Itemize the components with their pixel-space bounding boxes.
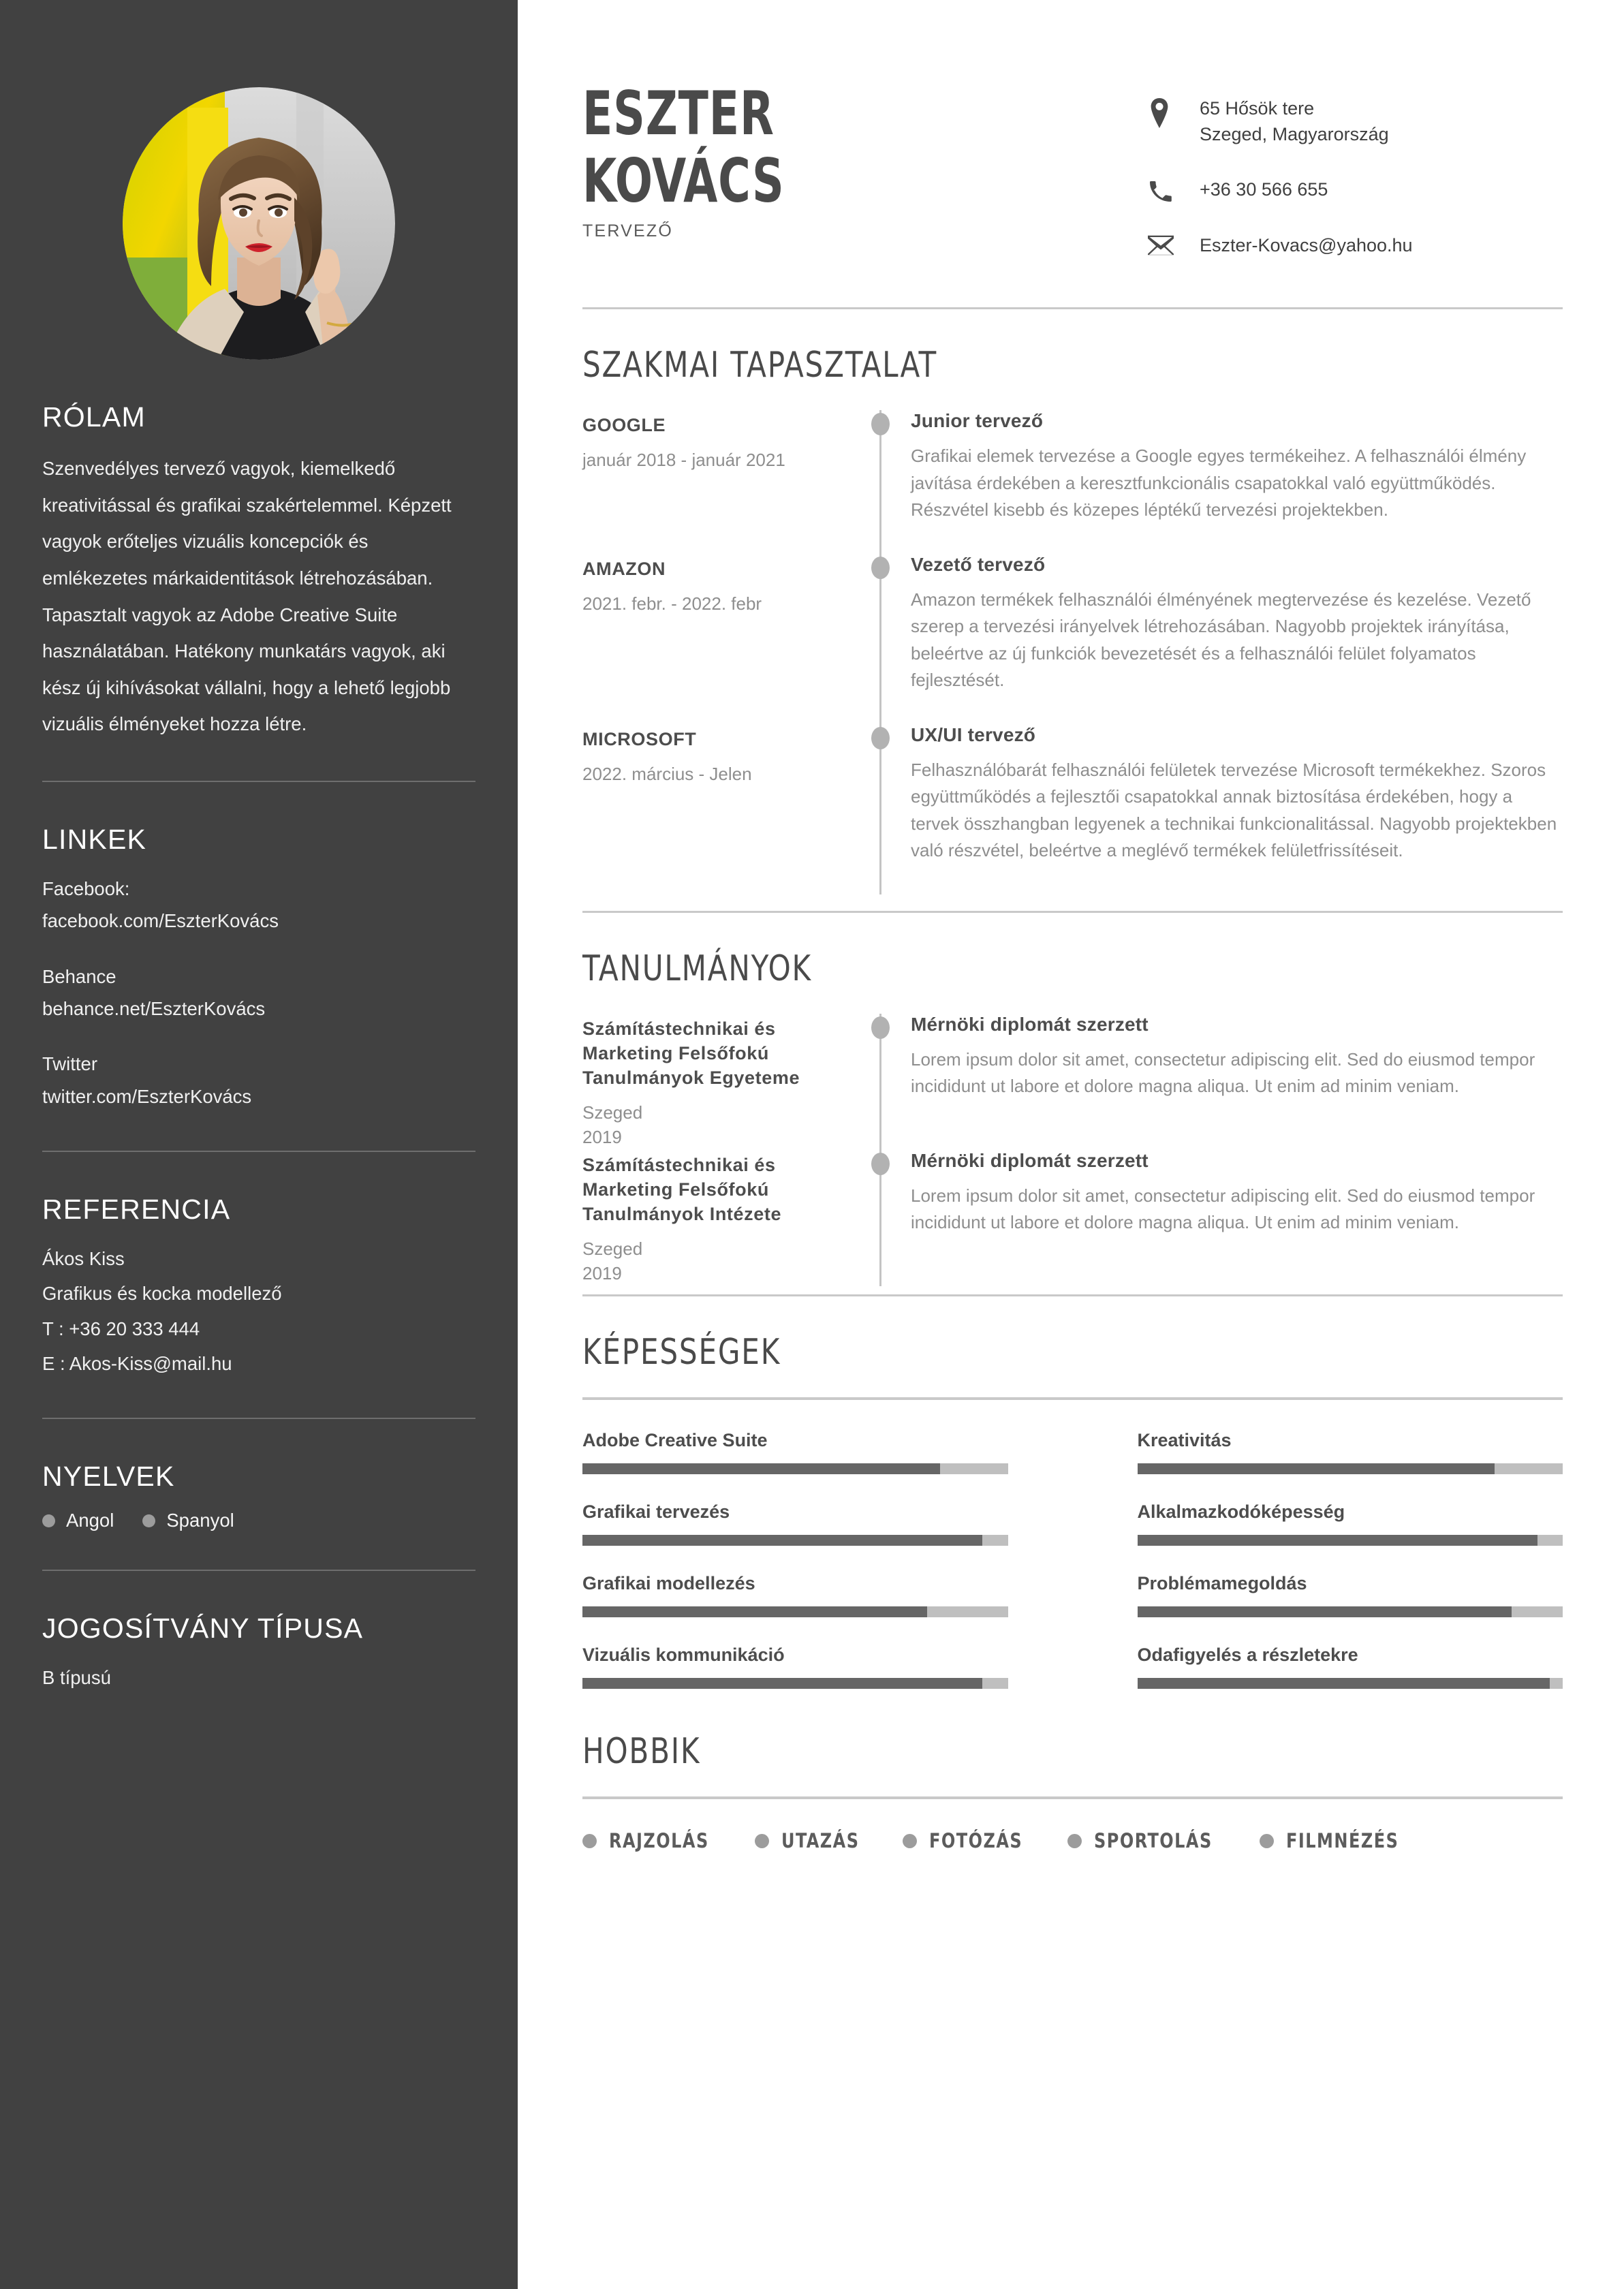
experience-desc: Amazon termékek felhasználói élményének megtervezése és kezelése. Vezető szerep a tervezési irányelvek létrehozásában. Nagyobb projektek irányítása, beleértve az új funkciók bevezetését és a felhasználói felület folyamatos fejlesztését. [911,589,1531,691]
education-city: Szeged [582,1239,643,1260]
experience-org: AMAZON [582,558,666,579]
experience-org: MICROSOFT [582,728,697,749]
hobbies-list [582,1829,1563,1852]
language-label: Spanyol [166,1510,234,1531]
skill-item [1138,1430,1563,1474]
sidebar-section-about [42,402,475,743]
header [582,0,1563,258]
experience-item [582,724,1563,894]
sidebar-section-reference [42,1194,475,1380]
timeline-dot-icon [871,413,890,435]
experience-body [901,410,1563,554]
link-url[interactable]: facebook.com/EszterKovács [42,910,279,932]
section-hobbies [582,1731,1563,1852]
address-text: 65 Hősök tere Szeged, Magyarország [1200,98,1389,145]
experience-meta [582,724,862,894]
contact-address [1148,95,1563,148]
education-degree: Mérnöki diplomát szerzett [911,1149,1149,1171]
bullet-dot-icon [42,1514,55,1527]
education-school: Számítástechnikai és Marketing Felsőfokú Tanulmányok Intézete [582,1154,782,1225]
skill-item [582,1501,1008,1546]
experience-role: UX/UI tervező [911,723,1036,745]
avatar [123,87,395,360]
timeline-rail [862,410,901,554]
skill-label: Grafikai tervezés [582,1501,730,1523]
education-body [901,1014,1563,1150]
section-education [582,948,1563,1287]
bullet-dot-icon [755,1834,769,1848]
reference-name: Ákos Kiss [42,1248,125,1270]
experience-meta [582,410,862,554]
hobby-label: RAJZOLÁS [609,1829,709,1853]
hobby-label: SPORTOLÁS [1094,1829,1213,1853]
about-text: Szenvedélyes tervező vagyok, kiemelkedő kreativitással és grafikai szakértelemmel. Képzett vagyok erőteljes vizuális koncepciók és emlékezetes márkaidentitások létrehozásában. Tapasztalt vagyok az Adobe Creative Suite használatában. Hatékony munkatárs vagyok, aki kész új kihívásokat vállalni, hogy a lehető legjobb vizuális élményeket hozza létre. [42,458,452,735]
license-value: B típusú [42,1667,111,1689]
link-item-facebook[interactable] [42,873,475,937]
reference-title: REFERENCIA [42,1193,231,1225]
skills-title: KÉPESSÉGEK [582,1332,781,1373]
experience-desc: Grafikai elemek tervezése a Google egyes termékeihez. A felhasználói élmény javítása érdekében a keresztfunkcionális csapatokkal való együttműködés. Részvétel kisebb és közepes léptékű tervezési projektekben. [911,445,1527,520]
skills-grid [582,1430,1563,1689]
hobby-label: FILMNÉZÉS [1285,1829,1399,1853]
timeline-rail [862,1014,901,1150]
timeline-rail [862,724,901,894]
skill-fill [1138,1606,1512,1617]
skill-fill [1138,1678,1550,1689]
location-pin-icon [1148,95,1200,128]
sidebar-divider [42,1418,475,1419]
bullet-dot-icon [1260,1834,1274,1848]
hobby-item [755,1829,866,1852]
skill-fill [582,1606,927,1617]
languages-title: NYELVEK [42,1461,175,1493]
skill-item [582,1573,1008,1617]
timeline-dot-icon [871,557,890,579]
experience-divider [582,911,1563,913]
skill-item [582,1430,1008,1474]
language-item [142,1510,234,1531]
education-desc: Lorem ipsum dolor sit amet, consectetur adipiscing elit. Sed do eiusmod tempor incididunt ut labore et dolore magna aliqua. Ut enim ad minim veniam. [911,1048,1535,1097]
reference-email: E : Akos-Kiss@mail.hu [42,1352,232,1374]
name-block [582,80,1114,258]
skill-track [1138,1678,1563,1689]
languages-list [42,1510,475,1531]
bullet-dot-icon [1067,1834,1082,1848]
experience-body [901,724,1563,894]
education-year: 2019 [582,1127,622,1148]
main-content [518,0,1624,2289]
education-meta [582,1150,862,1286]
hobby-label: UTAZÁS [781,1829,859,1853]
link-label: Behance [42,965,116,987]
sidebar [0,0,518,2289]
link-item-behance[interactable] [42,961,475,1025]
links-title: LINKEK [42,824,147,856]
phone-text: +36 30 566 655 [1200,178,1328,200]
experience-title: SZAKMAI TAPASZTALAT [582,344,937,386]
job-title: TERVEZŐ [582,221,674,241]
skill-track [582,1678,1008,1689]
language-label: Angol [66,1510,114,1531]
link-url[interactable]: twitter.com/EszterKovács [42,1085,252,1107]
timeline-rail [862,554,901,724]
skill-track [582,1535,1008,1546]
hobbies-rule [582,1796,1563,1799]
portrait-photo-icon [123,87,395,360]
section-experience [582,345,1563,894]
experience-role: Vezető tervező [911,553,1046,575]
hobby-label: FOTÓZÁS [928,1829,1023,1853]
skill-fill [1138,1463,1495,1474]
education-item [582,1014,1563,1150]
link-label: Twitter [42,1053,97,1075]
skill-item [1138,1573,1563,1617]
experience-org: GOOGLE [582,414,666,435]
reference-job: Grafikus és kocka modellező [42,1283,282,1305]
skill-fill [582,1463,940,1474]
experience-date: 2021. febr. - 2022. febr [582,593,762,614]
skill-track [582,1606,1008,1617]
experience-desc: Felhasználóbarát felhasználói felületek tervezése Microsoft termékekhez. Szoros együttműködés a fejlesztői csapatokkal annak biztosítása érdekében, hogy a tervek összhangban legyenek a technikai funkcionalitással. Nagyobb projektekben való részvétel, beleértve a meglévő termékek felületfrissítéseit. [911,759,1557,861]
education-degree: Mérnöki diplomát szerzett [911,1013,1149,1035]
education-body [901,1150,1563,1286]
timeline-dot-icon [871,1153,890,1175]
skills-rule [582,1397,1563,1400]
timeline-line [879,554,881,724]
education-item [582,1150,1563,1286]
language-item [42,1510,114,1531]
link-label: Facebook: [42,878,130,900]
bullet-dot-icon [582,1834,597,1848]
skill-track [582,1463,1008,1474]
phone-icon [1148,176,1200,204]
education-meta [582,1014,862,1150]
skill-label: Problémamegoldás [1137,1573,1307,1594]
license-title: JOGOSÍTVÁNY TÍPUSA [42,1613,364,1645]
skill-label: Alkalmazkodóképesség [1137,1501,1345,1523]
hobbies-title: HOBBIK [582,1731,701,1773]
avatar-wrap [42,0,475,360]
skill-fill [582,1678,982,1689]
section-skills [582,1332,1563,1689]
bullet-dot-icon [142,1514,155,1527]
experience-item [582,410,1563,554]
reference-phone: T : +36 20 333 444 [42,1318,200,1339]
sidebar-divider [42,781,475,782]
envelope-icon [1148,232,1200,255]
link-item-twitter[interactable] [42,1048,475,1112]
link-url[interactable]: behance.net/EszterKovács [42,998,266,1020]
sidebar-divider [42,1151,475,1152]
timeline-dot-icon [871,1016,890,1039]
skill-track [1138,1463,1563,1474]
hobby-item [903,1829,1031,1852]
experience-role: Junior tervező [911,409,1044,431]
education-divider [582,1294,1563,1296]
skill-item [582,1645,1008,1689]
about-title: RÓLAM [42,401,146,433]
bullet-dot-icon [903,1834,917,1848]
header-divider [582,307,1563,309]
hobby-item [582,1829,718,1852]
sidebar-section-links [42,824,475,1112]
experience-date: január 2018 - január 2021 [582,450,785,471]
skill-fill [1138,1535,1537,1546]
education-school: Számítástechnikai és Marketing Felsőfokú Tanulmányok Egyeteme [582,1018,800,1088]
hobby-item [1260,1829,1409,1852]
timeline-rail [862,1150,901,1286]
contact-block [1114,80,1563,258]
education-title: TANULMÁNYOK [582,948,812,989]
email-text: Eszter-Kovacs@yahoo.hu [1200,234,1413,255]
education-desc: Lorem ipsum dolor sit amet, consectetur adipiscing elit. Sed do eiusmod tempor incididunt ut labore et dolore magna aliqua. Ut enim ad minim veniam. [911,1185,1535,1233]
hobby-item [1067,1829,1223,1852]
contact-email [1148,232,1563,258]
first-name: ESZTER [582,78,775,149]
skill-label: Odafigyelés a részletekre [1137,1645,1358,1666]
timeline-dot-icon [871,727,890,749]
sidebar-section-license [42,1613,475,1694]
sidebar-section-languages [42,1461,475,1531]
experience-item [582,554,1563,724]
skill-item [1138,1501,1563,1546]
skill-label: Vizuális kommunikáció [582,1645,785,1666]
skill-fill [582,1535,982,1546]
education-year: 2019 [582,1263,622,1284]
education-city: Szeged [582,1102,643,1123]
skill-label: Adobe Creative Suite [582,1430,768,1451]
contact-phone [1148,176,1563,204]
skill-item [1138,1645,1563,1689]
skill-label: Kreativitás [1137,1430,1232,1451]
skill-label: Grafikai modellezés [582,1573,755,1594]
experience-body [901,554,1563,724]
sidebar-divider [42,1570,475,1571]
experience-date: 2022. március - Jelen [582,763,752,784]
experience-meta [582,554,862,724]
timeline-line [879,724,881,894]
skill-track [1138,1606,1563,1617]
last-name: KOVÁCS [582,145,785,216]
skill-track [1138,1535,1563,1546]
